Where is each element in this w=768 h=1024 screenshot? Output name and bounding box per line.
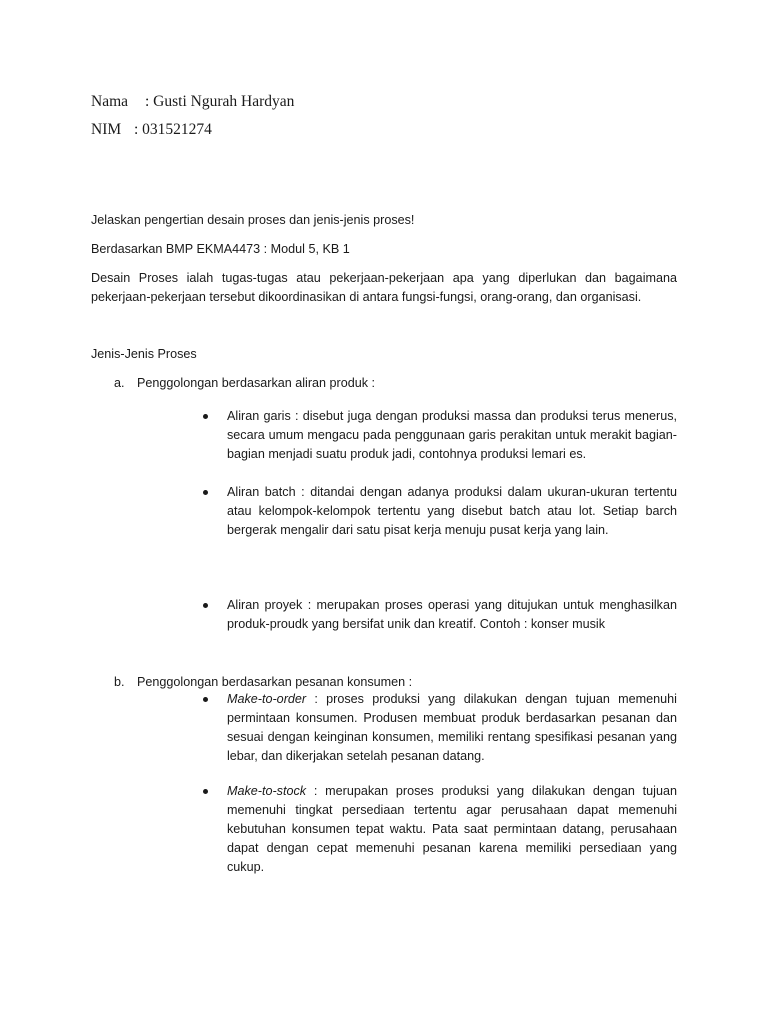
source-text: Berdasarkan BMP EKMA4473 : Modul 5, KB 1 [91, 242, 350, 256]
name-label: Nama [91, 93, 129, 110]
list-item [227, 407, 677, 464]
types-heading: Jenis-Jenis Proses [91, 347, 197, 361]
bullet-icon [203, 697, 208, 702]
list-item-line: atau kelompok-kelompok tertentu yang disebut batch atau lot. Setiap barch [227, 504, 677, 518]
term-make-to-stock: Make-to-stock [227, 784, 307, 798]
list-item-line: Aliran batch : ditandai dengan adanya produksi dalam ukuran-ukuran tertentu [227, 485, 677, 499]
bullet-icon [203, 490, 208, 495]
section-a-marker: a. [114, 376, 125, 390]
list-item-rest: : merupakan proses produksi yang dilakukan dengan tujuan [306, 784, 677, 798]
list-item-line: dapat dengan cepat memenuhi pesanan karena memiliki persediaan yang [227, 841, 677, 855]
section-a-title: Penggolongan berdasarkan aliran produk : [137, 376, 376, 390]
nim-value: : 031521274 [134, 121, 212, 138]
name-line [91, 93, 294, 111]
list-item-line: memenuhi tingkat persediaan tertentu agar perusahaan dapat memenuhi [227, 803, 677, 817]
list-item [227, 690, 677, 766]
definition-paragraph [91, 269, 677, 307]
definition-line: pekerjaan-pekerjaan tersebut dikoordinasikan di antara fungsi-fungsi, orang-orang, dan organisasi. [91, 290, 642, 304]
bullet-icon [203, 603, 208, 608]
list-item-line: bagian menjadi suatu produk jadi, contohnya produksi lemari es. [227, 447, 587, 461]
section-b-marker: b. [114, 675, 125, 689]
list-item-line: produk-proudk yang bersifat unik dan kreatif. Contoh : konser musik [227, 617, 606, 631]
bullet-icon [203, 789, 208, 794]
question-text: Jelaskan pengertian desain proses dan jenis-jenis proses! [91, 213, 415, 227]
list-item-line: bergerak mengalir dari satu pisat kerja menuju pusat kerja yang lain. [227, 523, 609, 537]
list-item-line [227, 690, 677, 709]
list-item-line: cukup. [227, 860, 265, 874]
term-make-to-order: Make-to-order [227, 692, 307, 706]
list-item-line: Aliran proyek : merupakan proses operasi yang ditujukan untuk menghasilkan [227, 598, 677, 612]
list-item-line: sesuai dengan keinginan konsumen, memiliki rentang spesifikasi pesanan yang [227, 730, 677, 744]
nim-line [91, 121, 212, 139]
list-item [227, 596, 677, 634]
list-item-line [227, 782, 677, 801]
list-item-line: kebutuhan konsumen tepat waktu. Pata saat permintaan datang, perusahaan [227, 822, 677, 836]
list-item [227, 483, 677, 540]
list-item-line: permintaan konsumen. Produsen membuat produk berdasarkan pesanan dan [227, 711, 677, 725]
list-item-line: lebar, dan dikerjakan setelah pesanan datang. [227, 749, 485, 763]
list-item [227, 782, 677, 877]
bullet-icon [203, 414, 208, 419]
nim-label: NIM [91, 121, 122, 138]
list-item-rest: : proses produksi yang dilakukan dengan tujuan memenuhi [306, 692, 677, 706]
section-b-title: Penggolongan berdasarkan pesanan konsumen : [137, 675, 413, 689]
definition-line: Desain Proses ialah tugas-tugas atau pekerjaan-pekerjaan apa yang diperlukan dan bagaimana [91, 271, 677, 285]
list-item-line: Aliran garis : disebut juga dengan produksi massa dan produksi terus menerus, [227, 409, 677, 423]
name-value: : Gusti Ngurah Hardyan [145, 93, 295, 110]
list-item-line: secara umum mengacu pada penggunaan garis perakitan untuk merakit bagian- [227, 428, 677, 442]
